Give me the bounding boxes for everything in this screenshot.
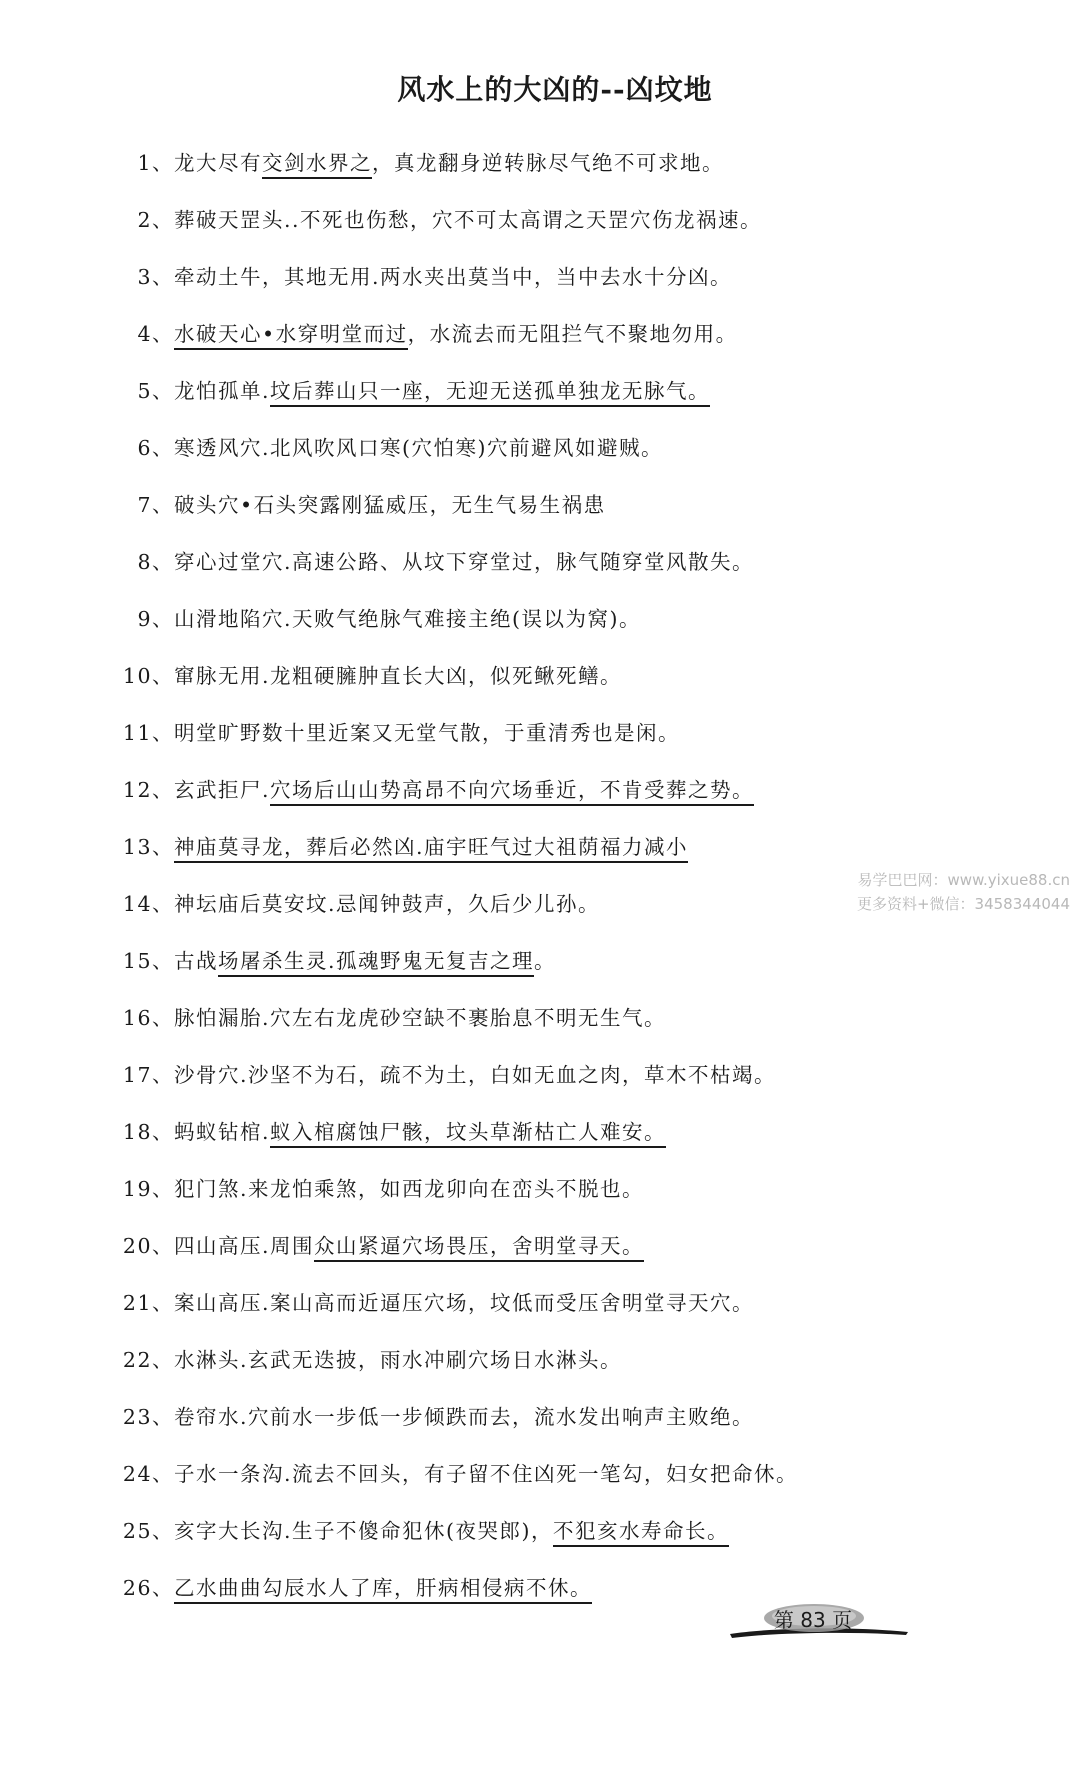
item-separator: 、 <box>152 208 174 232</box>
list-item <box>112 772 1042 829</box>
item-number: 2 <box>137 208 152 232</box>
item-text-underlined: 场屠杀生灵.孤魂野鬼无复吉之理 <box>218 949 534 977</box>
item-separator: 、 <box>152 1234 174 1258</box>
item-text-pre: 子水一条沟.流去不回头，有子留不住凶死一笔勾，妇女把命休。 <box>174 1462 799 1486</box>
list-item <box>112 145 1042 202</box>
item-text-underlined: 坟后葬山只一座，无迎无送孤单独龙无脉气。 <box>270 379 710 407</box>
list-item <box>112 487 1042 544</box>
item-separator: 、 <box>152 265 174 289</box>
item-text-pre: 卷帘水.穴前水一步低一步倾跌而去，流水发出响声主败绝。 <box>174 1405 755 1429</box>
watermark-line-1: 易学巴巴网：www.yixue88.cn <box>857 871 1070 889</box>
item-separator: 、 <box>152 607 174 631</box>
item-separator: 、 <box>152 835 174 859</box>
list-item <box>112 601 1042 658</box>
item-number: 17 <box>122 1063 152 1087</box>
list-item <box>112 544 1042 601</box>
item-number: 26 <box>122 1576 152 1600</box>
item-separator: 、 <box>152 436 174 460</box>
item-text-pre: 蚂蚁钻棺. <box>174 1120 271 1144</box>
item-separator: 、 <box>152 1177 174 1201</box>
page-number-label: 第 83 页 <box>773 1608 853 1632</box>
item-text-pre: 窜脉无用.龙粗硬臃肿直长大凶，似死鳅死鳝。 <box>174 664 623 688</box>
list-item <box>112 202 1042 259</box>
item-number: 19 <box>122 1177 152 1201</box>
item-separator: 、 <box>152 550 174 574</box>
item-text-pre: 古战 <box>174 949 218 973</box>
item-text-pre: 牵动土牛，其地无用.两水夹出莫当中，当中去水十分凶。 <box>174 265 733 289</box>
item-text-pre: 脉怕漏胎.穴左右龙虎砂空缺不裹胎息不明无生气。 <box>174 1006 667 1030</box>
item-text-underlined: 众山紧逼穴场畏压，舍明堂寻天。 <box>314 1234 644 1262</box>
item-text-underlined: 水破天心•水穿明堂而过 <box>174 322 408 350</box>
item-separator: 、 <box>152 778 174 802</box>
page-title: 风水上的大凶的--凶坟地 <box>397 73 713 106</box>
list-item <box>112 715 1042 772</box>
item-separator: 、 <box>152 721 174 745</box>
item-separator: 、 <box>152 379 174 403</box>
list-item <box>112 1171 1042 1228</box>
item-separator: 、 <box>152 1519 174 1543</box>
item-text-pre: 沙骨穴.沙坚不为石，疏不为土，白如无血之肉，草木不枯竭。 <box>174 1063 777 1087</box>
list-item <box>112 259 1042 316</box>
item-text-post: ，真龙翻身逆转脉尽气绝不可求地。 <box>372 151 724 175</box>
item-separator: 、 <box>152 322 174 346</box>
item-number: 5 <box>137 379 152 403</box>
item-number: 16 <box>122 1006 152 1030</box>
item-text-pre: 犯门煞.来龙怕乘煞，如西龙卯向在峦头不脱也。 <box>174 1177 645 1201</box>
item-text-pre: 葬破天罡头..不死也伤愁，穴不可太高谓之天罡穴伤龙祸速。 <box>174 208 763 232</box>
list-item <box>112 373 1042 430</box>
item-number: 7 <box>137 493 152 517</box>
item-number: 8 <box>137 550 152 574</box>
item-separator: 、 <box>152 1462 174 1486</box>
item-number: 10 <box>122 664 152 688</box>
item-text-pre: 水淋头.玄武无迭披，雨水冲刷穴场日水淋头。 <box>174 1348 623 1372</box>
item-number: 14 <box>122 892 152 916</box>
list-item <box>112 658 1042 715</box>
list-item <box>112 1342 1042 1399</box>
list-item <box>112 1228 1042 1285</box>
item-number: 3 <box>137 265 152 289</box>
item-text-underlined: 不犯亥水寿命长。 <box>553 1519 729 1547</box>
watermark <box>857 868 1070 916</box>
list-item <box>112 1114 1042 1171</box>
item-separator: 、 <box>152 1291 174 1315</box>
item-number: 12 <box>122 778 152 802</box>
item-number: 22 <box>122 1348 152 1372</box>
item-text-pre: 山滑地陷穴.天败气绝脉气难接主绝(误以为窝)。 <box>174 607 642 631</box>
item-text-underlined: 乙水曲曲勾辰水人了库，肝病相侵病不休。 <box>174 1576 592 1604</box>
item-text-pre: 玄武拒尸. <box>174 778 271 802</box>
list-item <box>112 1000 1042 1057</box>
item-number: 6 <box>137 436 152 460</box>
item-number: 25 <box>122 1519 152 1543</box>
item-separator: 、 <box>152 1576 174 1600</box>
item-number: 20 <box>122 1234 152 1258</box>
item-text-underlined: 蚁入棺腐蚀尸骸，坟头草渐枯亡人难安。 <box>270 1120 666 1148</box>
page-number-badge <box>728 1598 910 1638</box>
item-number: 9 <box>137 607 152 631</box>
list-item <box>112 1399 1042 1456</box>
list-item <box>112 1513 1042 1570</box>
item-text-pre: 龙大尽有 <box>174 151 262 175</box>
item-number: 21 <box>122 1291 152 1315</box>
item-separator: 、 <box>152 1405 174 1429</box>
item-text-post: ，水流去而无阻拦气不聚地勿用。 <box>407 322 738 346</box>
list-item <box>112 1285 1042 1342</box>
item-text-pre: 破头穴•石头突露刚猛威压，无生气易生祸患 <box>174 493 606 517</box>
item-text-underlined: 交剑水界之 <box>262 151 372 179</box>
list-item <box>112 1456 1042 1513</box>
item-separator: 、 <box>152 1063 174 1087</box>
item-text-underlined: 穴场后山山势高昂不向穴场垂近，不肯受葬之势。 <box>270 778 754 806</box>
item-text-pre: 亥字大长沟.生子不傻命犯休(夜哭郎)， <box>174 1519 554 1543</box>
item-number: 4 <box>137 322 152 346</box>
list-item <box>112 1057 1042 1114</box>
item-separator: 、 <box>152 892 174 916</box>
item-separator: 、 <box>152 664 174 688</box>
item-text-pre: 案山高压.案山高而近逼压穴场，坟低而受压舍明堂寻天穴。 <box>174 1291 755 1315</box>
item-number: 13 <box>122 835 152 859</box>
item-text-pre: 穿心过堂穴.高速公路、从坟下穿堂过，脉气随穿堂风散失。 <box>174 550 755 574</box>
list-item <box>112 430 1042 487</box>
item-number: 24 <box>122 1462 152 1486</box>
item-text-pre: 寒透风穴.北风吹风口寒(穴怕寒)穴前避风如避贼。 <box>174 436 664 460</box>
item-separator: 、 <box>152 949 174 973</box>
item-number: 1 <box>137 151 152 175</box>
item-separator: 、 <box>152 151 174 175</box>
item-number: 18 <box>122 1120 152 1144</box>
item-separator: 、 <box>152 1006 174 1030</box>
watermark-line-2: 更多资料+微信：3458344044 <box>856 895 1070 913</box>
item-separator: 、 <box>152 493 174 517</box>
list-item <box>112 316 1042 373</box>
item-text-pre: 明堂旷野数十里近案又无堂气散，于重清秀也是闲。 <box>174 721 680 745</box>
item-text-underlined: 神庙莫寻龙，葬后必然凶.庙宇旺气过大祖荫福力减小 <box>174 835 688 863</box>
item-separator: 、 <box>152 1120 174 1144</box>
list-item <box>112 943 1042 1000</box>
item-number: 15 <box>122 949 152 973</box>
item-text-post: 。 <box>534 949 557 973</box>
item-text-pre: 四山高压.周围 <box>174 1234 315 1258</box>
item-number: 11 <box>122 721 152 745</box>
item-text-pre: 龙怕孤单. <box>174 379 271 403</box>
item-number: 23 <box>122 1405 152 1429</box>
item-text-pre: 神坛庙后莫安坟.忌闻钟鼓声，久后少儿孙。 <box>174 892 601 916</box>
item-separator: 、 <box>152 1348 174 1372</box>
